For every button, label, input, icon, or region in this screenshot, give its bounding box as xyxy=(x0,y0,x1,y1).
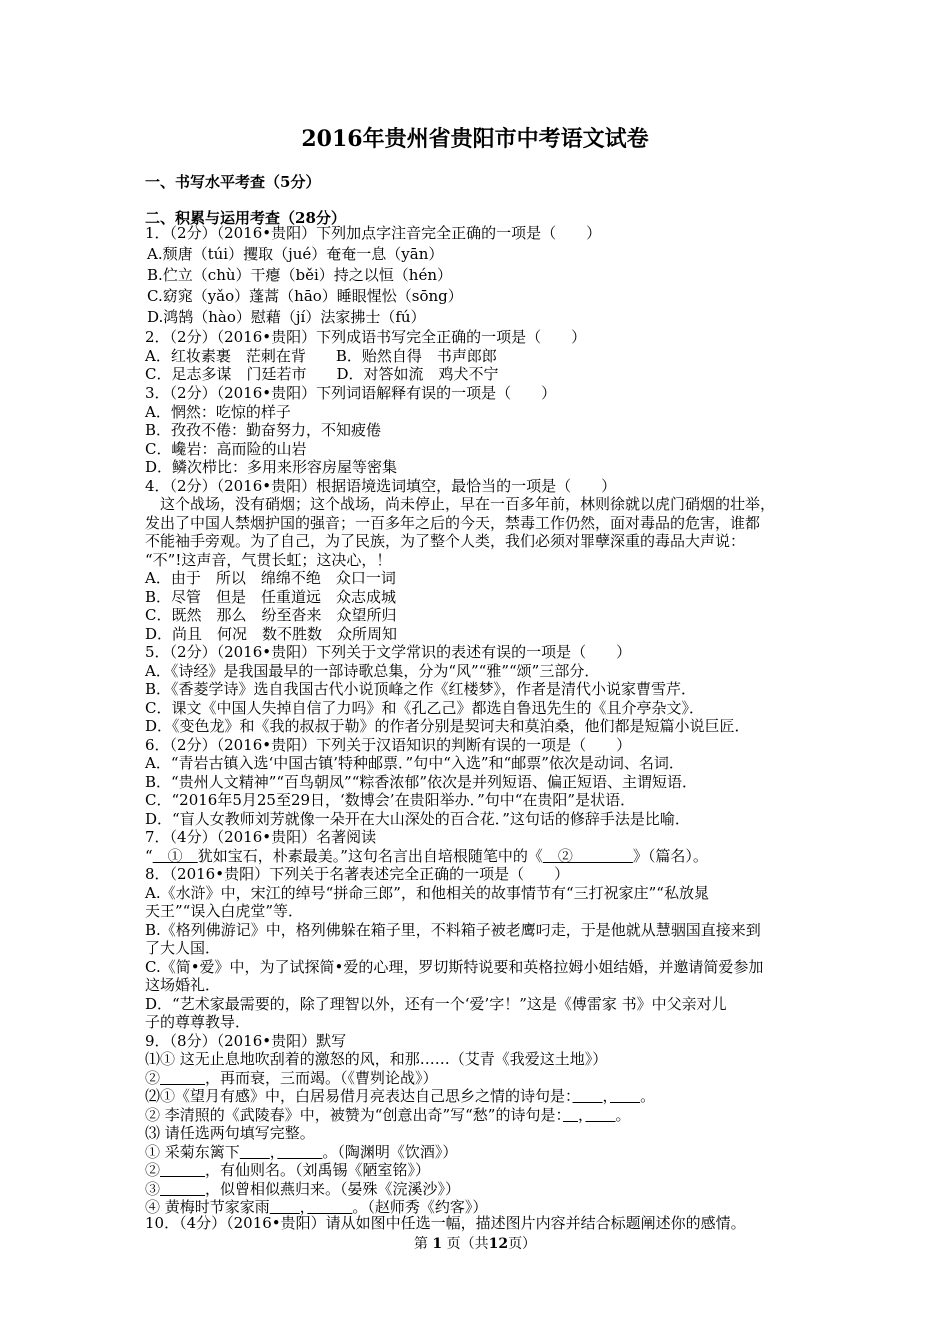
q9-3-2: ② ，有仙则名。（刘禹锡《陋室铭》） xyxy=(145,1161,431,1179)
q8-option-c-line-1: C.《简•爱》中，为了试探简•爱的心理，罗切斯特说要和英格拉姆小姐结婚，并邀请简爱参加 xyxy=(145,958,764,976)
q9-blank xyxy=(610,1087,640,1105)
q9-blank xyxy=(240,1143,270,1161)
q9-3-4: ④ 黄梅时节家家雨 ， 。（赵师秀《约客》） xyxy=(145,1198,488,1216)
q7-blank-2: ② xyxy=(542,847,633,865)
q5-option-b: B．《香菱学诗》选自我国古代小说顶峰之作《红楼梦》，作者是清代小说家曹雪芹． xyxy=(145,680,697,698)
q4-option-a: A．由于 所以 绵绵不绝 众口一词 xyxy=(145,569,396,587)
q9-blank xyxy=(277,1143,322,1161)
total-page-count: 12 xyxy=(488,1236,509,1252)
q7-open-quote: “ xyxy=(145,847,153,865)
q9-blank xyxy=(160,1180,205,1198)
question-3: 3．（2分）（2016•贵阳）下列词语解释有误的一项是（ ） xyxy=(145,384,557,402)
q7-blank-1: ① xyxy=(152,847,198,865)
q7-text: 犹如宝石，朴素最美。”这句名言出自培根随笔中的《 xyxy=(197,847,543,865)
q7-fill-line xyxy=(145,847,708,865)
q8-option-a-line-2: 天王”“误入白虎堂”等． xyxy=(145,902,304,920)
question-10: 10．（4分）（2016•贵阳）请从如图中任选一幅，描述图片内容并结合标题阐述你的感情。 xyxy=(145,1214,746,1232)
q3-option-a: A．惘然：吃惊的样子 xyxy=(145,403,291,421)
q4-option-b: B．尽管 但是 任重道远 众志成城 xyxy=(145,588,397,606)
q8-option-b-line-2: 了大人国． xyxy=(145,939,221,957)
q1-option-d: D.鸿鹄（hào）慰藉（jí）法家拂士（fú） xyxy=(147,308,426,326)
q4-option-d: D．尚且 何况 数不胜数 众所周知 xyxy=(145,625,398,643)
q9-3-instruction: ⑶ 请任选两句填写完整。 xyxy=(145,1124,315,1142)
section-heading-2: 二、积累与运用考查（28分） xyxy=(145,209,346,227)
q9-blank xyxy=(585,1106,615,1124)
q7-text-end: 》（篇名）。 xyxy=(632,847,708,865)
question-2: 2．（2分）（2016•贵阳）下列成语书写完全正确的一项是（ ） xyxy=(145,328,587,346)
q1-option-b: B.伫立（chù）干瘪（běi）持之以恒（hén） xyxy=(147,266,452,284)
q6-option-a: A．“青岩古镇入选‘中国古镇’特种邮票．”句中“入选”和“邮票”依次是动词、名词． xyxy=(145,754,684,772)
question-9: 9．（8分）（2016•贵阳）默写 xyxy=(145,1032,347,1050)
q5-option-c: C．课文《中国人失掉自信了力吗》和《孔乙己》都选自鲁迅先生的《且介亭杂文》． xyxy=(145,699,704,717)
section-heading-1: 一、书写水平考查（5分） xyxy=(145,173,321,191)
q9-blank xyxy=(573,1087,603,1105)
q9-blank xyxy=(563,1106,578,1124)
q9-1-1: ⑴① 这无止息地吹刮着的激怒的风，和那……（艾青《我爱这土地》） xyxy=(145,1050,608,1068)
q9-3-3: ③ ，似曾相似燕归来。（晏殊《浣溪沙》） xyxy=(145,1180,461,1198)
q2-options-ab: A．红妆素裹 茫刺在背 B．贻然自得 书声郎郎 xyxy=(145,347,497,365)
question-8: 8．（2016•贵阳）下列关于名著表述完全正确的一项是（ ） xyxy=(145,865,570,883)
question-4: 4．（2分）（2016•贵阳）根据语境选词填空，最恰当的一项是（ ） xyxy=(145,477,617,495)
q2-options-cd: C．足志多谋 门廷若市 D．对答如流 鸡犬不宁 xyxy=(145,365,499,383)
q6-option-d: D．“盲人女教师刘芳就像一朵开在大山深处的百合花．”这句话的修辞手法是比喻． xyxy=(145,810,690,828)
q4-passage-line-2: 发出了中国人禁烟护国的强音；一百多年之后的今天，禁毒工作仍然，面对毒品的危害，谁都 xyxy=(145,514,761,532)
q1-option-a: A.颓唐（túi）攫取（jué）奄奄一息（yān） xyxy=(147,245,444,263)
q3-option-b: B．孜孜不倦：勤奋努力，不知疲倦 xyxy=(145,421,382,439)
q4-passage-line-4: “不”!这声音，气贯长虹；这决心，！ xyxy=(145,551,392,569)
q6-option-b: B．“贵州人文精神”“百鸟朝凤”“粽香浓郁”依次是并列短语、偏正短语、主谓短语． xyxy=(145,773,698,791)
current-page-number: 1 xyxy=(432,1236,443,1252)
q3-option-c: C．巉岩：高而险的山岩 xyxy=(145,440,307,458)
q8-option-d-line-2: 子的尊尊教导． xyxy=(145,1013,251,1031)
question-1: 1．（2分）（2016•贵阳）下列加点字注音完全正确的一项是（ ） xyxy=(145,224,602,242)
q1-option-c: C.窈窕（yǎo）蓬蒿（hāo）睡眼惺忪（sōng） xyxy=(147,287,463,305)
page-footer: 第 1 页（共12页） xyxy=(413,1236,537,1252)
q6-option-c: C．“2016年5月25至29日，‘数博会’在贵阳举办．”句中“在贵阳”是状语． xyxy=(145,791,636,809)
question-5: 5．（2分）（2016•贵阳）下列关于文学常识的表述有误的一项是（ ） xyxy=(145,643,632,661)
q9-3-1: ① 采菊东篱下 ， 。（陶渊明《饮酒》） xyxy=(145,1143,458,1161)
q4-option-c: C．既然 那么 纷至沓来 众望所归 xyxy=(145,606,397,624)
q9-1-2: ② ，再而衰，三而竭。（《曹刿论战》） xyxy=(145,1069,438,1087)
q9-blank xyxy=(160,1161,205,1179)
q4-passage-line-3: 不能袖手旁观。为了自己，为了民族，为了整个人类，我们必须对罪孽深重的毒品大声说： xyxy=(145,532,746,550)
q8-option-c-line-2: 这场婚礼． xyxy=(145,976,221,994)
question-7: 7．（4分）（2016•贵阳）名著阅读 xyxy=(145,828,377,846)
q5-option-d: D．《变色龙》和《我的叔叔于勒》的作者分别是契诃夫和莫泊桑，他们都是短篇小说巨匠． xyxy=(145,717,750,735)
q3-option-d: D．鳞次栉比：多用来形容房屋等密集 xyxy=(145,458,398,476)
q8-option-b-line-1: B.《格列佛游记》中，格列佛躲在箱子里，不料箱子被老鹰叼走，于是他就从慧骃国直接来到 xyxy=(145,921,761,939)
q8-option-a-line-1: A.《水浒》中，宋江的绰号“拼命三郎”，和他相关的故事情节有“三打祝家庄”“私放晁 xyxy=(145,884,709,902)
q8-option-d-line-1: D．“艺术家最需要的，除了理智以外，还有一个‘爱’字！”这是《傅雷家 书》中父亲对儿 xyxy=(145,995,727,1013)
q4-passage-line-1: 这个战场，没有硝烟；这个战场，尚未停止，早在一百多年前，林则徐就以虎门硝烟的壮举， xyxy=(160,495,776,513)
page-title: 2016年贵州省贵阳市中考语文试卷 xyxy=(301,126,649,152)
q9-blank xyxy=(160,1069,205,1087)
q5-option-a: A．《诗经》是我国最早的一部诗歌总集，分为“风”“雅”“颂”三部分． xyxy=(145,662,600,680)
q9-2-2: ② 李清照的《武陵春》中，被赞为“创意出奇”写“愁”的诗句是： ， 。 xyxy=(145,1106,631,1124)
q9-2-1: ⑵①《望月有感》中，白居易借月亮表达自己思乡之情的诗句是： ， 。 xyxy=(145,1087,656,1105)
question-6: 6．（2分）（2016•贵阳）下列关于汉语知识的判断有误的一项是（ ） xyxy=(145,736,632,754)
